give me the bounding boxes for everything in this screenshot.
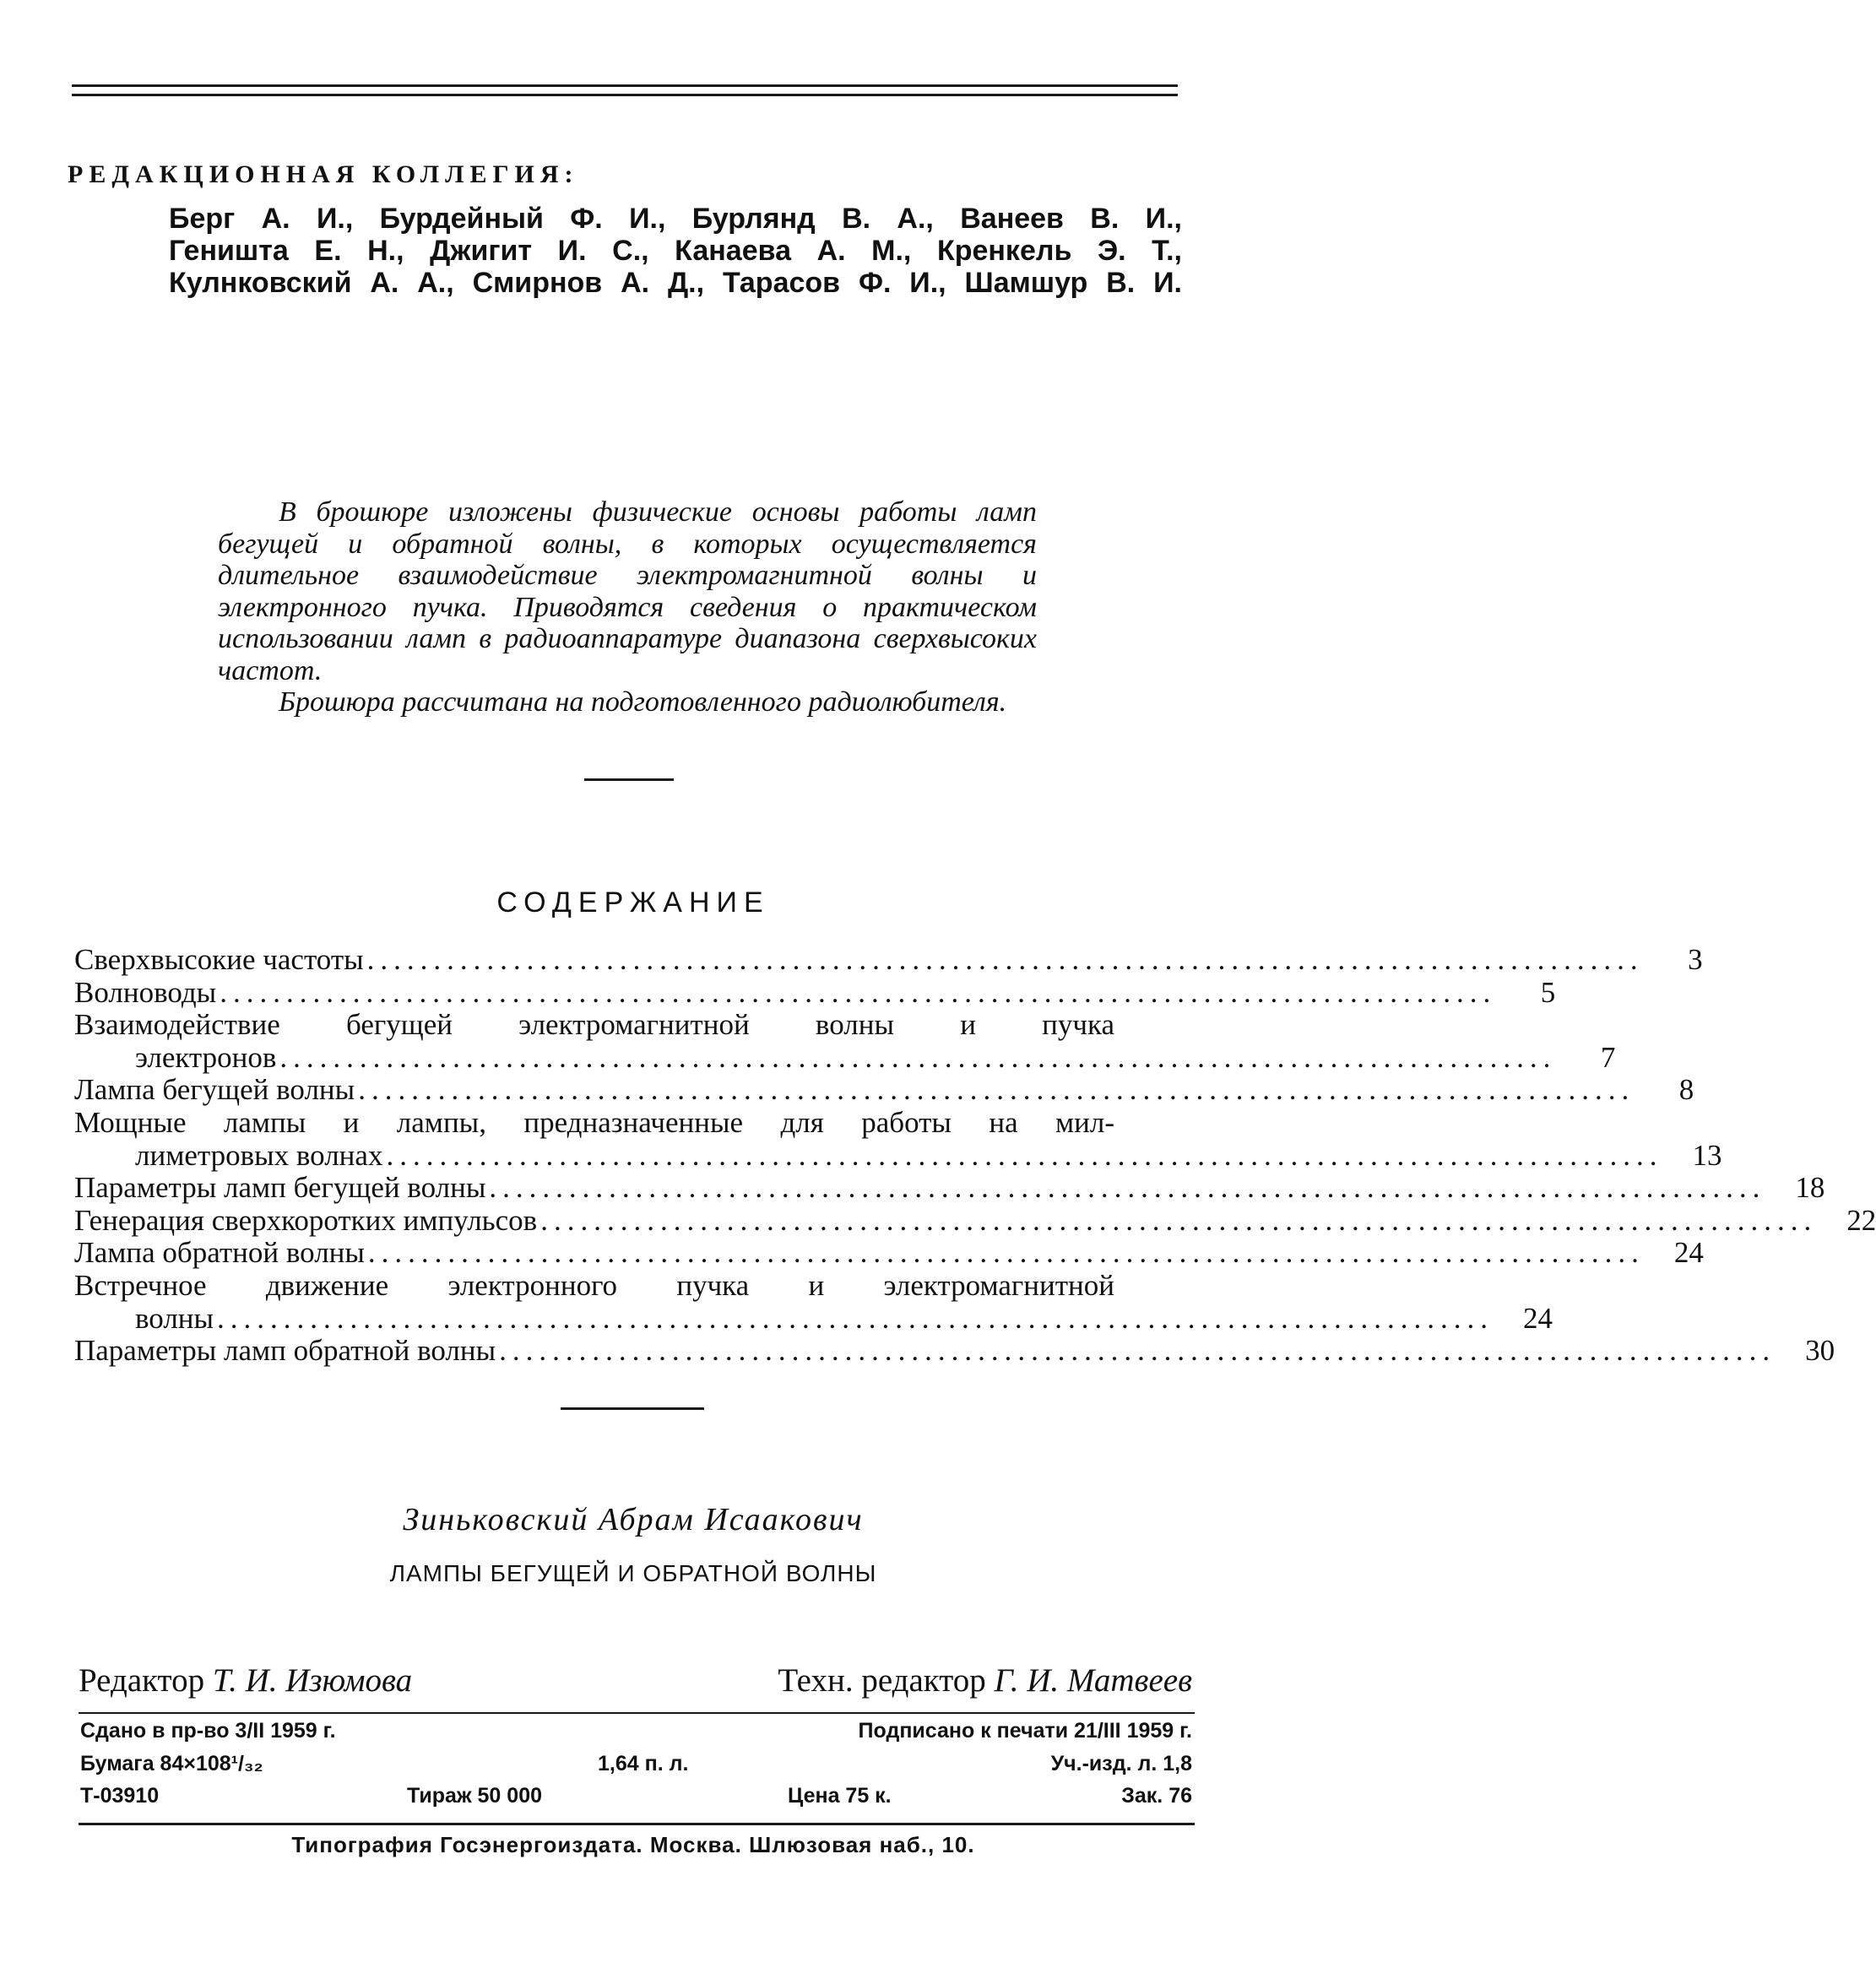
top-rule-lower	[72, 94, 1178, 96]
editorial-board-names	[169, 203, 1182, 299]
toc-leader: ................................................................................................	[489, 1171, 1766, 1205]
toc-leader: ................................................................................................	[367, 1236, 1645, 1270]
toc-entry-title: волны	[135, 1301, 214, 1335]
imprint-pub-sheets: Уч.-изд. л. 1,8	[1050, 1752, 1192, 1775]
toc-leader: ................................................................................................	[386, 1138, 1663, 1172]
tech-editor-name: Г. И. Матвеев	[994, 1662, 1192, 1699]
toc-entry-title: Сверхвысокие частоты	[74, 943, 364, 976]
imprint-code: Т-03910	[80, 1784, 160, 1808]
toc-entry	[74, 1138, 1722, 1173]
annotation	[218, 496, 1037, 718]
contents-title: СОДЕРЖАНИЕ	[496, 886, 770, 919]
editor-name: Т. И. Изюмова	[212, 1662, 413, 1699]
toc-entry-title: Параметры ламп бегущей волны	[74, 1171, 486, 1205]
toc-entry	[74, 943, 1703, 977]
annotation-paragraph: Брошюра рассчитана на подготовленного радиолюбителя.	[279, 686, 1007, 718]
book-title: ЛАМПЫ БЕГУЩЕЙ И ОБРАТНОЙ ВОЛНЫ	[389, 1560, 877, 1586]
separator-rule	[584, 778, 674, 781]
imprint-submitted: Сдано в пр-во 3/II 1959 г.	[80, 1719, 336, 1743]
toc-entry	[74, 1203, 1876, 1238]
toc-leader: ................................................................................................	[358, 1073, 1635, 1107]
imprint-rule-top	[79, 1712, 1195, 1714]
toc-entry	[74, 1073, 1694, 1107]
toc-leader: ................................................................................................	[217, 1301, 1494, 1335]
tech-editor-credit	[778, 1661, 1192, 1699]
toc-entry-title: Лампа обратной волны	[74, 1236, 365, 1270]
toc-entry-title: Генерация сверхкоротких импульсов	[74, 1203, 538, 1237]
table-of-contents	[74, 943, 1876, 1368]
editor-credit	[79, 1661, 412, 1699]
toc-leader: ................................................................................................	[366, 943, 1644, 976]
toc-leader: ................................................................................................	[499, 1334, 1776, 1368]
toc-page-number: 18	[1795, 1171, 1825, 1205]
toc-page-number: 7	[1600, 1040, 1616, 1074]
toc-entry-title: Лампа бегущей волны	[74, 1073, 355, 1107]
imprint-price: Цена 75 к.	[788, 1784, 892, 1808]
toc-page-number: 5	[1540, 975, 1556, 1009]
toc-leader: ................................................................................................	[220, 975, 1497, 1009]
toc-entry-title-line: Взаимодействие бегущей электромагнитной волны и пучка	[74, 1008, 1114, 1042]
toc-page-number: 3	[1688, 943, 1703, 976]
toc-entry	[74, 1236, 1704, 1270]
toc-page-number: 24	[1673, 1236, 1704, 1270]
imprint-paper: Бумага 84×108¹/₃₂	[80, 1752, 263, 1775]
toc-leader: ................................................................................................	[540, 1203, 1818, 1237]
toc-entry-title: Волноводы	[74, 975, 217, 1009]
toc-entry	[74, 1171, 1825, 1205]
printer-line: Типография Госэнергоиздата. Москва. Шлюзовая наб., 10.	[291, 1832, 975, 1857]
imprint-rule-bottom	[79, 1823, 1195, 1825]
imprint-order: Зак. 76	[1121, 1784, 1192, 1808]
board-line: Геништа Е. Н., Джигит И. С., Канаева А. М., Кренкель Э. Т.,	[169, 235, 1182, 267]
toc-page-number: 8	[1678, 1073, 1694, 1107]
toc-entry-title: электронов	[135, 1040, 277, 1074]
toc-entry	[74, 1040, 1616, 1075]
toc-leader: ................................................................................................	[279, 1040, 1557, 1074]
toc-entry-title: Параметры ламп обратной волны	[74, 1334, 496, 1368]
board-line: Берг А. И., Бурдейный Ф. И., Бурлянд В. А., Ванеев В. И.,	[169, 203, 1182, 235]
imprint-run: Тираж 50 000	[407, 1784, 542, 1808]
toc-entry	[74, 1301, 1553, 1336]
top-rule-upper	[72, 84, 1178, 87]
imprint-signed: Подписано к печати 21/III 1959 г.	[858, 1719, 1192, 1743]
toc-entry-title: лиметровых волнах	[135, 1138, 383, 1172]
toc-entry-title-line: Встречное движение электронного пучка и электромагнитной	[74, 1268, 1114, 1302]
toc-page-number: 24	[1523, 1301, 1553, 1335]
toc-entry	[74, 1334, 1835, 1368]
separator-rule	[561, 1407, 704, 1410]
toc-page-number: 22	[1846, 1203, 1876, 1237]
board-line: Кулнковский А. А., Смирнов А. Д., Тарасов Ф. И., Шамшур В. И.	[169, 267, 1182, 299]
author-name: Зиньковский Абрам Исаакович	[403, 1502, 864, 1537]
editorial-board-title: РЕДАКЦИОННАЯ КОЛЛЕГИЯ:	[68, 160, 579, 188]
toc-page-number: 30	[1805, 1334, 1835, 1368]
toc-page-number: 13	[1692, 1138, 1722, 1172]
toc-entry-title-line: Мощные лампы и лампы, предназначенные для работы на мил-	[74, 1105, 1114, 1139]
annotation-paragraph: В брошюре изложены физические основы работы ламп бегущей и обратной волны, в которых осуществляется длительное взаимодействие электромагнитной волны и электронного пучка. Приводятся сведения о практическом использовании ламп в радиоаппаратуре диапазона сверхвысоких частот.	[218, 496, 1037, 686]
toc-entry	[74, 975, 1556, 1010]
editor-label: Редактор	[79, 1662, 205, 1699]
tech-editor-label: Техн. редактор	[778, 1662, 986, 1699]
imprint-sheets: 1,64 п. л.	[598, 1752, 689, 1775]
